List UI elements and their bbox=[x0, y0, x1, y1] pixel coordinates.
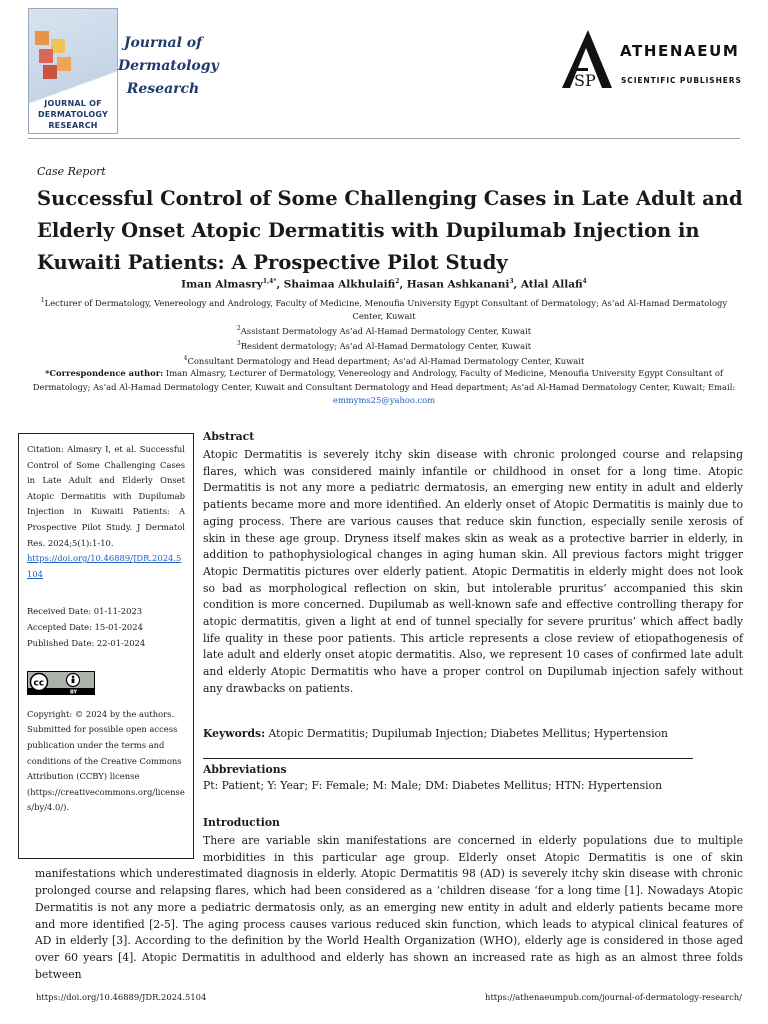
keywords-label: Keywords: bbox=[203, 727, 266, 740]
article-title: Successful Control of Some Challenging Cases in Late Adult and Elderly Onset Atopic Dermatitis with Dupilumab Injection in Kuwaiti Patients: A Prospective Pilot Study bbox=[37, 187, 743, 274]
affiliation-1: $^1$Lecturer of Dermatology, Venereology and Andrology, Faculty of Medicine, Menoufia University Egypt Consultant of Dermatology; As’ad Al-Hamad Dermatology Center, Kuwait bbox=[40, 297, 728, 322]
article-type: Case Report bbox=[37, 165, 106, 178]
correspondence-email-link[interactable]: emmyms25@yahoo.com bbox=[332, 395, 436, 405]
abstract-heading: Abstract bbox=[203, 430, 255, 443]
header-divider bbox=[28, 138, 740, 139]
copyright-text: Copyright: © 2024 by the authors. Submitted for possible open access publication under the terms and conditions of the Creative Commons Attribution (CCBY) license (https://creativecommons.org/licenses/by/4.0/). bbox=[27, 708, 185, 813]
citation-doi-link[interactable]: https://doi.org/10.46889/JDR.2024.5104 bbox=[27, 553, 182, 579]
citation-box bbox=[18, 433, 194, 859]
journal-logo bbox=[28, 8, 118, 134]
svg-text:cc: cc bbox=[33, 678, 45, 689]
publication-dates bbox=[27, 604, 185, 651]
journal-logo-graphic bbox=[35, 31, 79, 81]
keywords-divider bbox=[203, 758, 693, 759]
publisher-logo-letters: SP bbox=[574, 71, 596, 90]
svg-text:BY: BY bbox=[70, 689, 78, 696]
abbreviations-heading: Abbreviations bbox=[203, 763, 287, 776]
citation-box-clearance bbox=[35, 833, 203, 866]
affiliation-4: $^4$Consultant Dermatology and Head department; As’ad Al-Hamad Dermatology Center, Kuwait bbox=[183, 355, 585, 366]
author-name: Iman Almasry bbox=[181, 278, 263, 291]
author-name: Shaimaa Alkhulaifi bbox=[283, 278, 396, 291]
introduction-heading: Introduction bbox=[203, 816, 280, 829]
author-list: Iman Almasry$^{1,4*}$, Shaimaa Alkhulaifi$^2$, Hasan Ashkanani$^3$, Atlal Allafi$^4$ bbox=[181, 278, 587, 291]
introduction-section bbox=[35, 833, 743, 983]
author-name: Atlal Allafi bbox=[520, 278, 583, 291]
introduction-body: There are variable skin manifestations are concerned in elderly populations due to multiple morbidities in this particular age group. Elderly onset Atopic Dermatitis is one of skin manifestations which underestimated diagnosis in elderly. Atopic Dermatitis 98 (AD) is severely itchy skin disease with chronic prolonged course and relapsing flares, which had been considered as a ‘children disease ‘for a long time [1]. Nowadays Atopic Dermatitis is not any more a pediatric dermatosis only, as an emerging new entity in adult and elderly patients became more and more identified [2-5]. The aging process causes various reduced skin function, which leads to atypical clinical features of AD in elderly [3]. According to the definition by the World Health Organization (WHO), elderly age is considered in those aged over 60 years [4]. Atopic Dermatitis in adulthood and elderly has shown an increased rate as high as an almost three folds between bbox=[35, 834, 743, 981]
creative-commons-icon bbox=[27, 671, 95, 695]
abstract-body: Atopic Dermatitis is severely itchy skin disease with chronic prolonged course and relapsing flares, which was considered mainly infantile or childhood in onset for a long time. Atopic Dermatitis is not any more a pediatric dermatosis, an emerging new entity in adult and elderly patients became more and more identified. An elderly onset of Atopic Dermatitis is mainly due to aging process. There are various causes that reduce skin function, especially senile xerosis of skin in these age group. Dryness itself makes skin as weak as a protective barrier in elderly, in addition to pathophysiological changes in aging human skin. All previous factors might trigger Atopic Dermatitis pictures over elderly patient. Atopic Dermatitis in elderly might does not look so bad as morphological reflection on skin, but intolerable pruritus’ accompanied this skin condition is more concerned. Dupilumab as well-known safe and effective controlling therapy for atopic dermatitis, given a light at end of tunnel specially for severe pruritus’ which affect badly life quality in these poor patients. This article represents a close review of etiopathogenesis of late adult and elderly onset atopic dermatitis. Also, we represent 10 cases of confirmed late adult and elderly Atopic Dermatitis who have a proper control on Dupilumab injection safely without any drawbacks on patients. bbox=[203, 448, 743, 695]
journal-name: Journal of Dermatology Research bbox=[118, 35, 219, 97]
publisher-subtitle: SCIENTIFIC PUBLISHERS bbox=[621, 76, 742, 85]
author-name: Hasan Ashkanani bbox=[406, 278, 510, 291]
keywords bbox=[203, 727, 743, 740]
footer-journal-url[interactable]: https://athenaeumpub.com/journal-of-dermatology-research/ bbox=[485, 992, 742, 1002]
accepted-date: Accepted Date: 15-01-2024 bbox=[27, 621, 143, 632]
correspondence: *Correspondence author: Iman Almasry, Lecturer of Dermatology, Venereology and Andrology, Faculty of Medicine, Menoufia University Egypt Consultant of Dermatology; As’ad Al-Hamad Dermatology Center, Kuwait and Consultant Dermatology and Head department; As’ad Al-Hamad Dermatology Center, Kuwait; Email: emmyms25@yahoo.com bbox=[32, 368, 736, 405]
received-date: Received Date: 01-11-2023 bbox=[27, 606, 143, 617]
affiliation-2: $^2$Assistant Dermatology As’ad Al-Hamad Dermatology Center, Kuwait bbox=[236, 325, 532, 336]
footer-doi[interactable]: https://doi.org/10.46889/JDR.2024.5104 bbox=[36, 992, 207, 1002]
journal-logo-caption: JOURNAL OF DERMATOLOGY RESEARCH bbox=[37, 99, 109, 130]
keywords-text: Atopic Dermatitis; Dupilumab Injection; Diabetes Mellitus; Hypertension bbox=[268, 727, 668, 740]
abbreviations-body: Pt: Patient; Y: Year; F: Female; M: Male; DM: Diabetes Mellitus; HTN: Hypertension bbox=[203, 779, 663, 792]
publisher-name: ATHENAEUM bbox=[620, 42, 740, 60]
affiliation-3: $^3$Resident dermatology; As’ad Al-Hamad Dermatology Center, Kuwait bbox=[236, 340, 532, 351]
published-date: Published Date: 22-01-2024 bbox=[27, 637, 146, 648]
citation-text: Citation: Almasry I, et al. Successful Control of Some Challenging Cases in Late Adult and Elderly Onset Atopic Dermatitis with Dupilumab Injection in Kuwaiti Patients: A Prospective Pilot Study. J Dermatol Res. 2024;5(1):1-10. bbox=[27, 444, 185, 548]
publisher-logo-icon bbox=[556, 28, 616, 90]
